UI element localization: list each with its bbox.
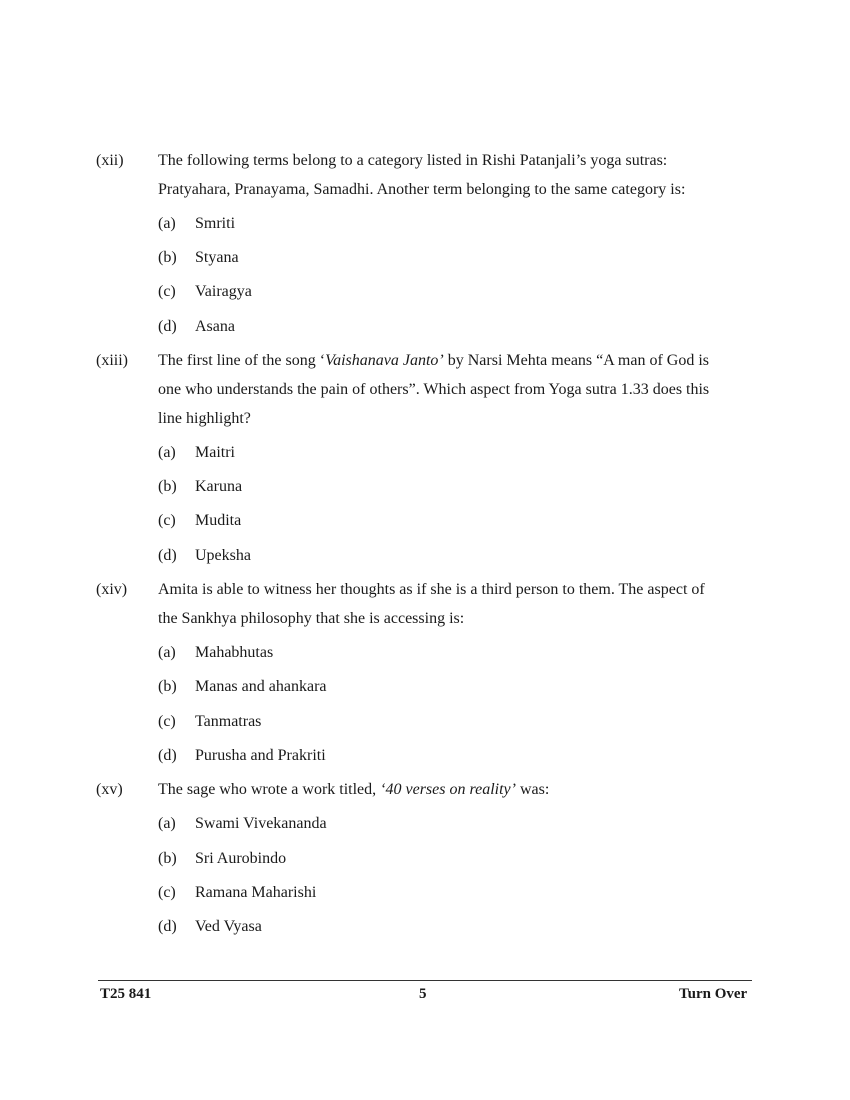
option-b [0,847,850,871]
option-text: Sri Aurobindo [195,850,287,867]
option-d [0,544,850,568]
option-text: Asana [195,318,235,335]
option-text: Mahabhutas [195,644,274,661]
option-a [0,212,850,236]
option-label: (b) [158,850,177,867]
question-text [158,775,718,804]
footer-divider [98,980,752,981]
option-label: (b) [158,678,177,695]
question-number: (xiii) [96,352,128,369]
question-text [158,346,718,433]
option-c [0,280,850,304]
question-text-start: The first line of the song ‘ [158,352,326,369]
option-label: (a) [158,815,176,832]
option-b [0,246,850,270]
question-number: (xiv) [96,581,128,598]
option-label: (c) [158,512,176,529]
option-label: (a) [158,644,176,661]
option-a [0,641,850,665]
option-text: Styana [195,249,239,266]
paper-code: T25 841 [100,986,152,1002]
option-text: Swami Vivekananda [195,815,327,832]
option-text: Ramana Maharishi [195,884,317,901]
option-label: (c) [158,283,176,300]
option-b [0,675,850,699]
option-a [0,441,850,465]
turn-over-note: Turn Over [679,986,748,1002]
option-label: (b) [158,249,177,266]
option-text: Maitri [195,444,235,461]
option-c [0,881,850,905]
option-label: (a) [158,215,176,232]
option-text: Vairagya [195,283,252,300]
option-text: Ved Vyasa [195,918,262,935]
option-text: Tanmatras [195,713,262,730]
option-c [0,710,850,734]
question-text-end: by Narsi Mehta means “A man of God is one who understands the pain of others”. Which aspect from Yoga sutra 1.33 does this line highlight? [158,352,710,427]
option-a [0,812,850,836]
option-c [0,509,850,533]
option-d [0,744,850,768]
question-text-end: was: [515,781,550,798]
option-text: Upeksha [195,547,251,564]
option-d [0,315,850,339]
option-label: (d) [158,318,177,335]
option-text: Karuna [195,478,243,495]
option-b [0,475,850,499]
option-label: (d) [158,547,177,564]
question-number: (xii) [96,152,124,169]
option-text: Mudita [195,512,242,529]
work-title: ‘40 verses on reality’ [380,781,516,798]
question-text-start: The sage who wrote a work titled, [158,781,381,798]
question-text: The following terms belong to a category listed in Rishi Patanjali’s yoga sutras: Pratyahara, Pranayama, Samadhi. Another term belonging to the same category is: [158,152,686,198]
page-number: 5 [419,986,427,1002]
option-text: Purusha and Prakriti [195,747,326,764]
option-label: (b) [158,478,177,495]
option-text: Smriti [195,215,236,232]
question-number: (xv) [96,781,123,798]
option-d [0,915,850,939]
song-title: Vaishanava Janto’ [325,352,444,369]
option-label: (d) [158,747,177,764]
option-label: (c) [158,713,176,730]
question-text: Amita is able to witness her thoughts as if she is a third person to them. The aspect of the Sankhya philosophy that she is accessing is: [158,581,705,627]
option-label: (d) [158,918,177,935]
option-label: (a) [158,444,176,461]
option-text: Manas and ahankara [195,678,327,695]
option-label: (c) [158,884,176,901]
